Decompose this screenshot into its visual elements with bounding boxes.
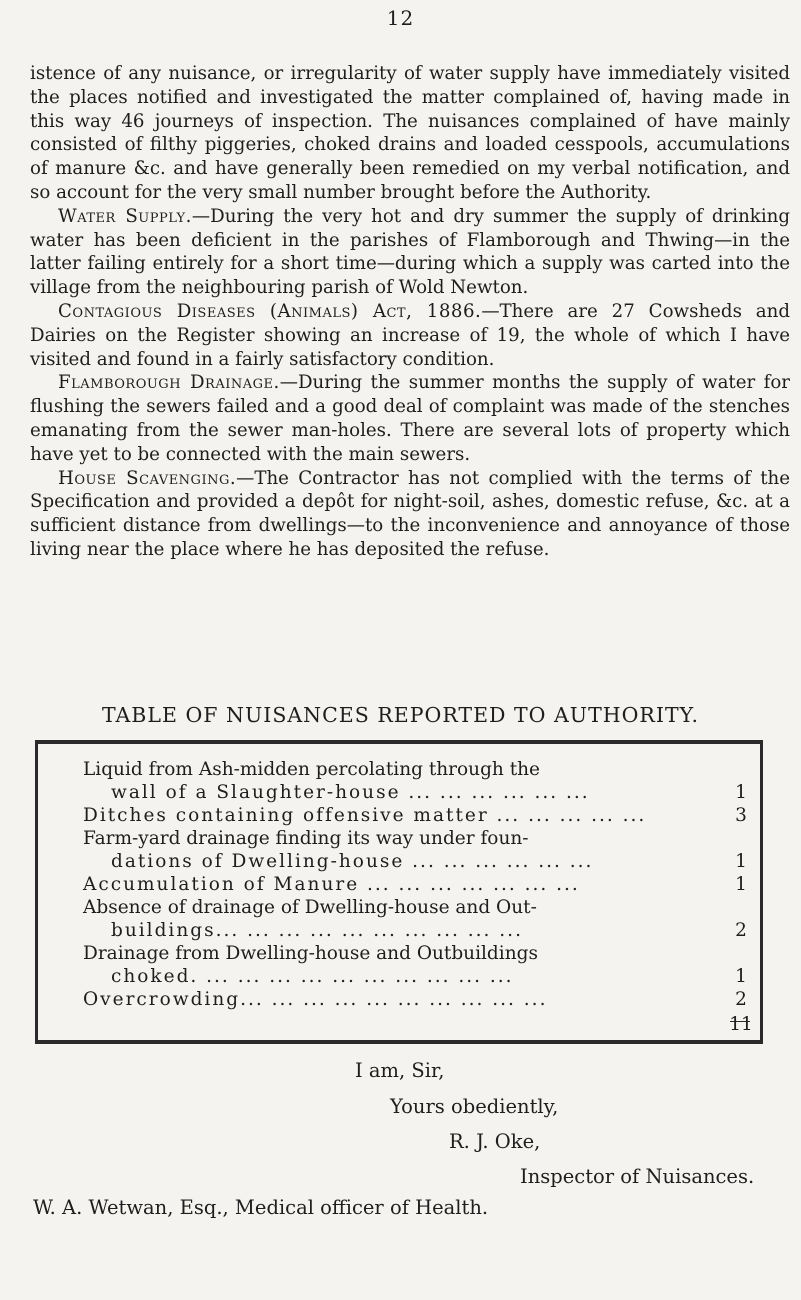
addressee: W. A. Wetwan, Esq., Medical officer of Health.	[33, 1196, 489, 1219]
row-value: 2	[735, 920, 747, 941]
table-row	[83, 896, 723, 942]
paragraph-house-scavenging	[30, 467, 790, 562]
row-label-continued: buildings... ... ... ... ... ... ... ... ... ...	[111, 920, 523, 941]
row-value: 1	[735, 966, 747, 987]
paragraph-text: —There are 27 Cowsheds and Dairies on the Register showing an increase of 19, the whole of which I have visited and found in a fairly satisfactory condition.	[30, 300, 790, 370]
table-title: TABLE OF NUISANCES REPORTED TO AUTHORITY.	[101, 703, 700, 727]
page-number: 12	[386, 6, 415, 30]
row-label: Absence of drainage of Dwelling-house and Out-	[83, 897, 537, 918]
signature: R. J. Oke,	[449, 1130, 541, 1153]
section-heading: Water Supply.	[58, 205, 192, 227]
table-row	[83, 804, 723, 827]
table-row	[83, 758, 723, 804]
paragraph-water-supply	[30, 205, 790, 300]
paragraph-intro	[30, 62, 790, 205]
row-label: Drainage from Dwelling-house and Outbuildings	[83, 943, 538, 964]
row-label: Liquid from Ash-midden percolating through the	[83, 759, 541, 780]
row-value: 2	[735, 989, 747, 1010]
row-label-continued: wall of a Slaughter-house ... ... ... ... ... ...	[111, 782, 590, 803]
section-heading: Flamborough Drainage.	[58, 372, 280, 394]
section-heading: House Scavenging.	[58, 467, 237, 489]
row-label-continued: dations of Dwelling-house ... ... ... ... ... ...	[111, 851, 594, 872]
paragraph-text: istence of any nuisance, or irregularity of water supply have immediately visited the places notified and investigated the matter complained of, having made in this way 46 journeys of inspection. The nuisances complained of have mainly consisted of filthy piggeries, choked drains and loaded cesspools, accumulations of manure &c. and have generally been remedied on my verbal notification, and so account for the very small number brought before the Authority.	[30, 63, 790, 203]
body-text	[30, 62, 790, 562]
signatory-position: Inspector of Nuisances.	[520, 1165, 755, 1188]
paragraph-text: —During the summer months the supply of water for flushing the sewers failed and a good deal of complaint was made of the stenches emanating from the sewer man-holes. There are several lots of property which have yet to be connected with the main sewers.	[30, 372, 790, 465]
row-label: Accumulation of Manure ... ... ... ... ... ... ...	[83, 874, 580, 895]
table-total: 11	[729, 1014, 753, 1035]
nuisance-table	[35, 740, 763, 1044]
table-row	[83, 942, 723, 988]
row-label: Farm-yard drainage finding its way under foun-	[83, 828, 529, 849]
valediction: Yours obediently,	[390, 1095, 559, 1118]
paragraph-text: —During the very hot and dry summer the supply of drinking water has been deficient in the parishes of Flamborough and Thwing—in the latter failing entirely for a short time—during which a supply was carted into the village from the neighbouring parish of Wold Newton.	[30, 205, 790, 299]
section-heading: Contagious Diseases (Animals) Act, 1886.	[58, 300, 482, 322]
row-value: 1	[735, 874, 747, 895]
row-label: Ditches containing offensive matter ... ... ... ... ...	[83, 805, 647, 826]
row-value: 3	[735, 805, 747, 826]
paragraph-flamborough-drainage	[30, 371, 790, 466]
row-label-continued: choked. ... ... ... ... ... ... ... ... ... ...	[111, 966, 514, 987]
table-row	[83, 827, 723, 873]
row-label: Overcrowding... ... ... ... ... ... ... ... ... ...	[83, 989, 548, 1010]
paragraph-text: —The Contractor has not complied with the terms of the Specification and provided a depôt for night-soil, ashes, domestic refuse, &c. at a sufficient distance from dwellings—to the inconvenience and annoyance of those living near the place where he has deposited the refuse.	[30, 467, 790, 560]
row-value: 1	[735, 851, 747, 872]
table-row	[83, 988, 723, 1011]
table-row	[83, 873, 723, 896]
row-value: 1	[735, 782, 747, 803]
paragraph-contagious-diseases	[30, 300, 790, 371]
salutation: I am, Sir,	[355, 1059, 445, 1082]
